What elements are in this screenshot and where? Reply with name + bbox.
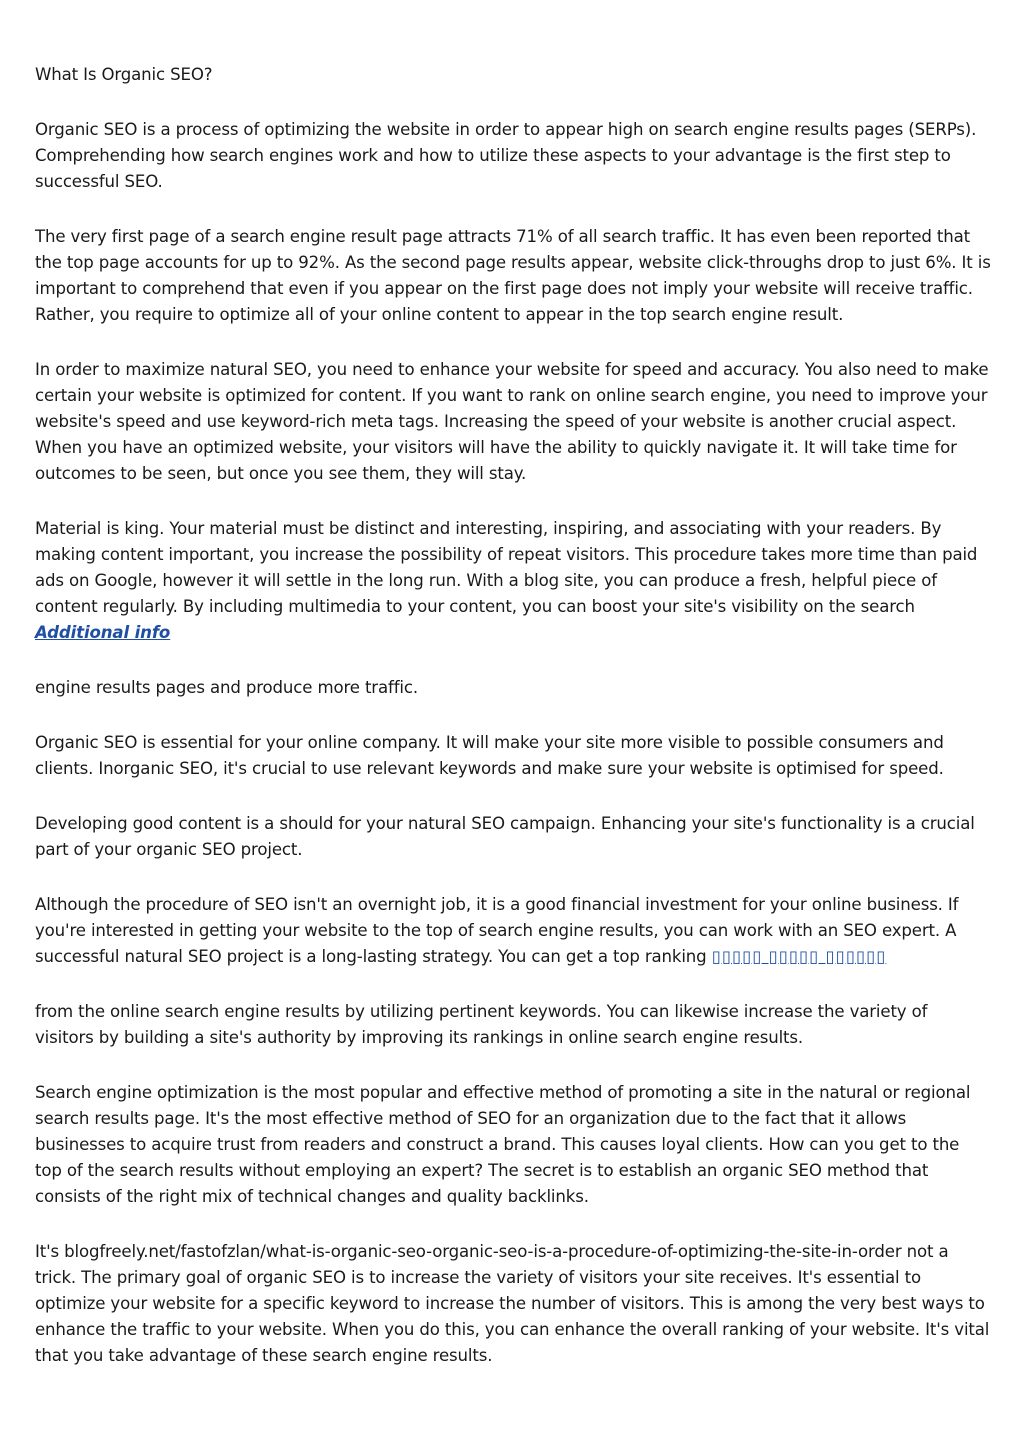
paragraph-intro: Organic SEO is a process of optimizing the website in order to appear high on search engine results pages (SERPs). Comprehending how search engines work and how to utilize these aspects to your advantage is the first step to successful SEO. — [35, 120, 977, 191]
paragraph-first-page-traffic: The very first page of a search engine result page attracts 71% of all search traffic. It has even been reported that the top page accounts for up to 92%. As the second page results appear, website click-throughs drop to just 6%. It is important to comprehend that even if you appear on the first page does not imply your website will receive traffic. Rather, you require to optimize all of your online content to appear in the top search engine result. — [35, 227, 991, 324]
paragraph-maximize-seo: In order to maximize natural SEO, you need to enhance your website for speed and accuracy. You also need to make certain your website is optimized for content. If you want to rank on online search engine, you need to improve your website's speed and use keyword-rich meta tags. Increasing the speed of your website is another crucial aspect. When you have an optimized website, your visitors will have the ability to quickly navigate it. It will take time for outcomes to be seen, but once you see them, they will stay. — [35, 360, 989, 483]
paragraph-organic-essential: Organic SEO is essential for your online company. It will make your site more visible to possible consumers and clients. Inorganic SEO, it's crucial to use relevant keywords and make sure your website is optimised for speed. — [35, 733, 944, 778]
top-ranking-link[interactable]: ▯▯▯▯▯ ▯▯▯▯▯ ▯▯▯▯▯▯ — [711, 947, 887, 966]
paragraph-material-king — [35, 516, 991, 646]
paragraph-engine-results: engine results pages and produce more traffic. — [35, 678, 418, 697]
document-title: What Is Organic SEO? — [35, 65, 213, 84]
paragraph-material-king-text: Material is king. Your material must be distinct and interesting, inspiring, and associating with your readers. By making content important, you increase the possibility of repeat visitors. This procedure takes more time than paid ads on Google, however it will settle in the long run. With a blog site, you can produce a fresh, helpful piece of content regularly. By including multimedia to your content, you can boost your site's visibility on the search — [35, 519, 978, 616]
paragraph-investment — [35, 892, 991, 970]
paragraph-not-a-trick: It's blogfreely.net/fastofzlan/what-is-organic-seo-organic-seo-is-a-procedure-of-optimizing-the-site-in-order not a trick. The primary goal of organic SEO is to increase the variety of visitors your site receives. It's essential to optimize your website for a specific keyword to increase the number of visitors. This is among the very best ways to enhance the traffic to your website. When you do this, you can enhance the overall ranking of your website. It's vital that you take advantage of these search engine results. — [35, 1242, 990, 1365]
document-body — [35, 62, 991, 1398]
additional-info-link[interactable]: Additional info — [35, 623, 171, 642]
paragraph-pertinent-keywords: from the online search engine results by utilizing pertinent keywords. You can likewise increase the variety of visitors by building a site's authority by improving its rankings in online search engine results. — [35, 1002, 928, 1047]
paragraph-investment-text: Although the procedure of SEO isn't an overnight job, it is a good financial investment for your online business. If you're interested in getting your website to the top of search engine results, you can work with an SEO expert. A successful natural SEO project is a long-lasting strategy. You can get a top ranking — [35, 895, 959, 966]
paragraph-search-optimization: Search engine optimization is the most popular and effective method of promoting a site in the natural or regional search results page. It's the most effective method of SEO for an organization due to the fact that it allows businesses to acquire trust from readers and construct a brand. This causes loyal clients. How can you get to the top of the search results without employing an expert? The secret is to establish an organic SEO method that consists of the right mix of technical changes and quality backlinks. — [35, 1083, 971, 1206]
paragraph-good-content: Developing good content is a should for your natural SEO campaign. Enhancing your site's functionality is a crucial part of your organic SEO project. — [35, 814, 975, 859]
